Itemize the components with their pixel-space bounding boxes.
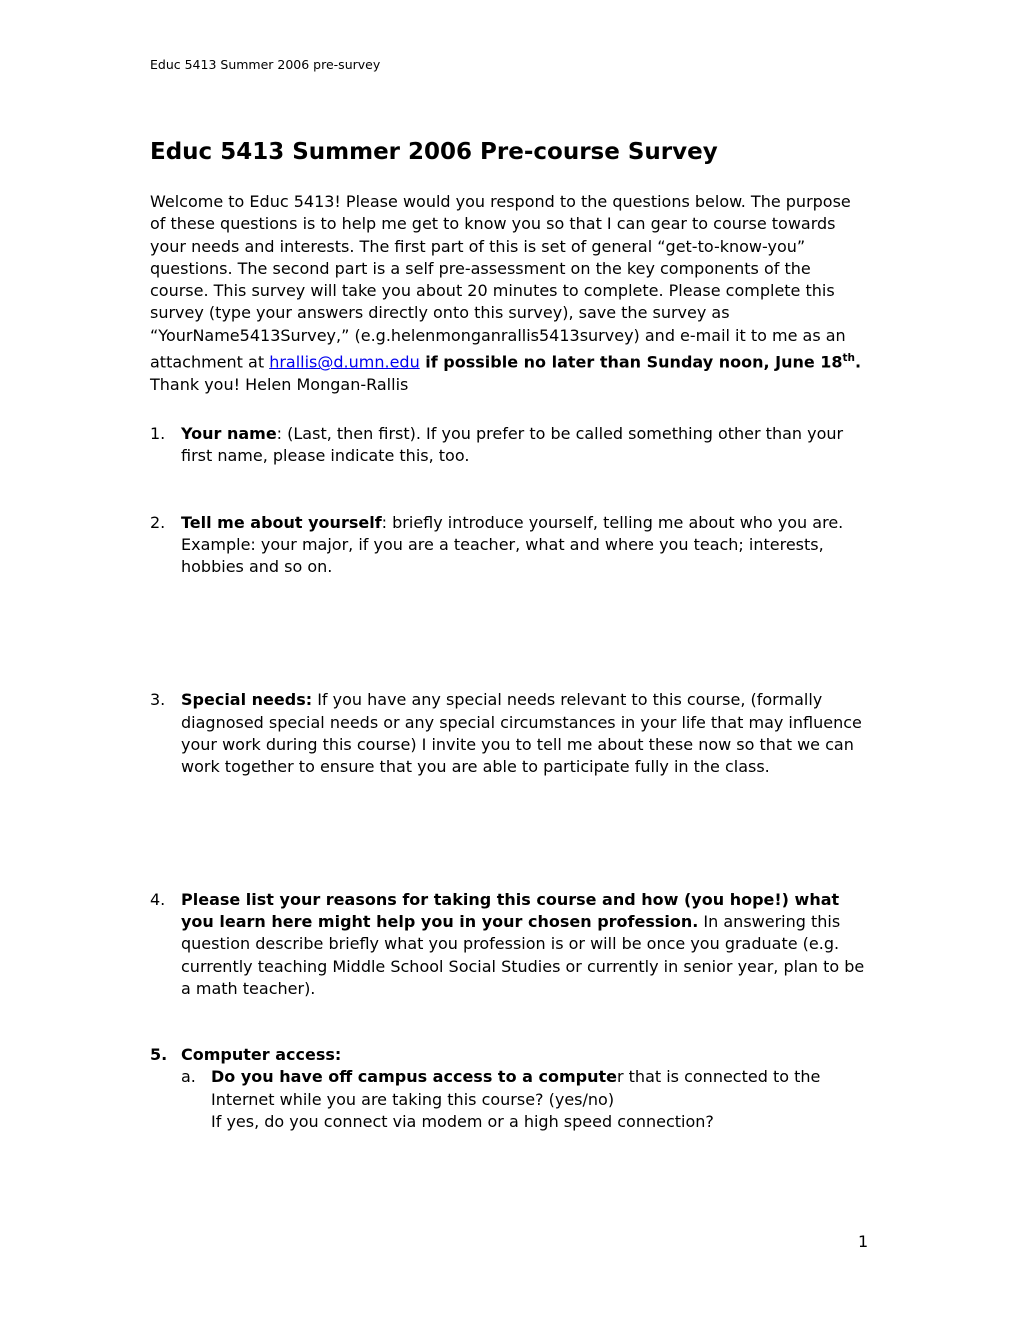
question-number: 2. bbox=[150, 512, 166, 532]
question-list bbox=[150, 423, 870, 1133]
question-text bbox=[181, 689, 870, 778]
question-bold-lead: Special needs: bbox=[181, 690, 313, 710]
question-item-2 bbox=[150, 512, 870, 579]
question-rest: : briefly introduce yourself, telling me about who you are. Example: your major, if you are a teacher, what and where you teach; interests, hobbies and so on. bbox=[181, 512, 844, 577]
intro-deadline-period: . bbox=[855, 352, 862, 372]
question-item-1 bbox=[150, 423, 870, 468]
sub-question-text bbox=[211, 1066, 870, 1133]
question-rest: If you have any special needs relevant to this course, (formally diagnosed special needs or any special circumstances in your life that may influence your work during this course) I invite you to tell me about these now so that we can work together to ensure that you are able to participate fully in the class. bbox=[181, 690, 862, 777]
page-title: Educ 5413 Summer 2006 Pre-course Survey bbox=[150, 139, 718, 165]
sub-question-followup: If yes, do you connect via modem or a high speed connection? bbox=[211, 1112, 714, 1132]
question-text bbox=[181, 423, 870, 468]
document-header: Educ 5413 Summer 2006 pre-survey bbox=[150, 57, 381, 72]
question-item-4 bbox=[150, 889, 870, 1000]
question-number: 3. bbox=[150, 690, 166, 710]
sub-question-letter: a. bbox=[181, 1067, 196, 1087]
question-rest: : (Last, then first). If you prefer to be called something other than your first name, please indicate this, too. bbox=[181, 424, 844, 466]
page-number: 1 bbox=[858, 1232, 869, 1251]
question-rest: In answering this question describe briefly what you profession is or will be once you graduate (e.g. currently teaching Middle School Social Studies or currently in senior year, plan to be a math teacher). bbox=[181, 911, 865, 998]
email-link[interactable]: hrallis@d.umn.edu bbox=[269, 352, 420, 372]
intro-deadline-superscript: th bbox=[842, 352, 856, 365]
intro-deadline-bold: if possible no later than Sunday noon, June 18 bbox=[419, 352, 843, 372]
sub-question-bold-lead: Do you have off campus access to a compute bbox=[211, 1067, 617, 1087]
question-bold-lead: Your name bbox=[181, 424, 277, 443]
question-text bbox=[181, 1044, 870, 1133]
intro-text: Welcome to Educ 5413! Please would you respond to the questions below. The purpose of these questions is to help me get to know you so that I can gear to course towards your needs and interests. The first part of this is set of general “get-to-know-you” questions. The second part is a self pre-assessment on the key components of the course. This survey will take you about 20 minutes to complete. Please complete this survey (type your answers directly onto this survey), save the survey as “YourName5413Survey,” (e.g.helenmonganrallis5413survey) and e-mail it to me as an attachment at bbox=[150, 192, 851, 372]
question-bold-lead: Tell me about yourself bbox=[181, 512, 382, 532]
question-number: 5. bbox=[150, 1045, 168, 1065]
question-text bbox=[181, 512, 870, 579]
question-bold-lead: Computer access: bbox=[181, 1045, 342, 1065]
sub-question-rest: r that is connected to the Internet while you are taking this course? (yes/no) bbox=[211, 1067, 821, 1109]
question-bold-lead: Please list your reasons for taking this course and how (you hope!) what you learn here might help you in your chosen profession. bbox=[181, 889, 840, 931]
question-item-3 bbox=[150, 689, 870, 778]
question-item-5 bbox=[150, 1044, 870, 1133]
question-number: 4. bbox=[150, 889, 166, 909]
intro-closing: Thank you! Helen Mongan-Rallis bbox=[150, 374, 409, 394]
sub-question-a bbox=[181, 1066, 870, 1133]
question-text bbox=[181, 889, 870, 1000]
question-number: 1. bbox=[150, 424, 166, 443]
intro-paragraph bbox=[150, 191, 870, 396]
